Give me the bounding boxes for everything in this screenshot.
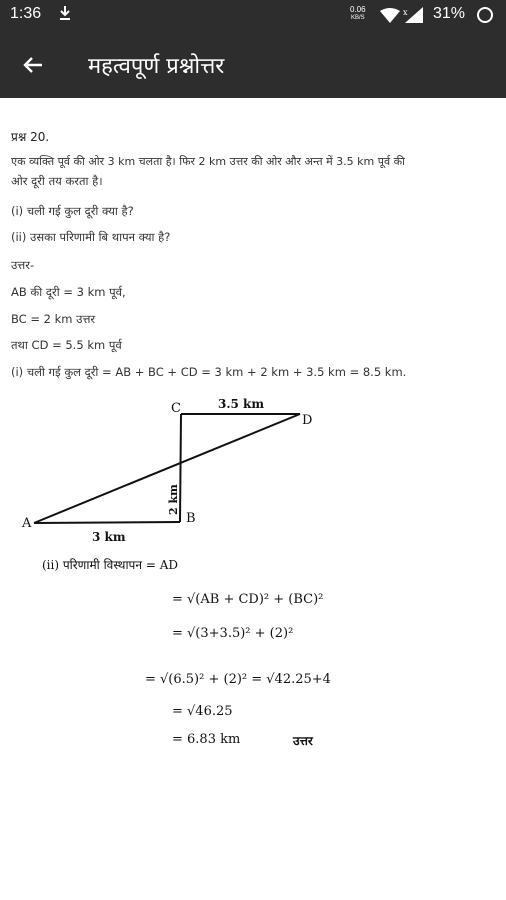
segment-bc — [180, 414, 181, 522]
answer-label: उत्तर — [293, 734, 313, 748]
network-speed — [350, 5, 366, 23]
battery-icon — [476, 6, 494, 28]
answer-heading: उत्तर- — [11, 258, 35, 272]
back-arrow-icon — [18, 50, 48, 80]
displacement-diagram — [0, 388, 506, 558]
network-speed-unit: KB/S — [350, 15, 365, 21]
answer-total: (i) चली गई कुल दूरी = AB + BC + CD = 3 km + 2 km + 3.5 km = 8.5 km. — [11, 365, 407, 379]
solution-line1: (ii) परिणामी विस्थापन = AD — [42, 558, 178, 572]
answer-cd: तथा CD = 5.5 km पूर्व — [11, 338, 122, 352]
svg-text:x: x — [403, 8, 408, 17]
length-bc-label: 2 km — [167, 484, 180, 515]
wifi-icon — [380, 8, 400, 27]
solution-line5: = √46.25 — [172, 704, 233, 719]
signal-icon — [403, 6, 425, 28]
solution-line6: = 6.83 km — [172, 732, 241, 747]
point-c-label: C — [171, 401, 181, 416]
point-b-label: B — [186, 511, 196, 526]
segment-ab — [34, 522, 180, 523]
status-bar — [0, 0, 506, 30]
app-bar — [0, 30, 506, 98]
question-number: प्रश्न 20. — [11, 130, 50, 144]
answer-ab: AB की दूरी = 3 km पूर्व, — [11, 285, 126, 299]
answer-bc: BC = 2 km उत्तर — [11, 312, 96, 326]
network-speed-value: 0.06 — [350, 5, 366, 14]
question-text-line1: एक व्यक्ति पूर्व की ओर 3 km चलता है। फिर 2 km उत्तर की ओर और अन्त में 3.5 km पूर्व की — [11, 155, 405, 168]
content-area[interactable] — [0, 98, 506, 900]
download-icon — [58, 4, 72, 26]
solution-line3: = √(3+3.5)² + (2)² — [172, 626, 294, 641]
solution-line4: = √(6.5)² + (2)² = √42.25+4 — [145, 672, 331, 687]
question-text-line2: ओर दूरी तय करता है। — [11, 174, 103, 188]
point-d-label: D — [302, 413, 313, 428]
solution-line2: = √(AB + CD)² + (BC)² — [172, 592, 324, 607]
page-title: महत्वपूर्ण प्रश्नोत्तर — [88, 54, 225, 79]
back-button[interactable] — [18, 50, 48, 80]
question-part2: (ii) उसका परिणामी बि थापन क्या है? — [11, 230, 171, 244]
status-time: 1:36 — [10, 5, 42, 22]
length-ab-label: 3 km — [92, 530, 126, 544]
question-part1: (i) चली गई कुल दूरी क्या है? — [11, 204, 134, 218]
point-a-label: A — [22, 516, 32, 531]
length-cd-label: 3.5 km — [218, 397, 265, 411]
battery-percent: 31% — [433, 5, 466, 22]
